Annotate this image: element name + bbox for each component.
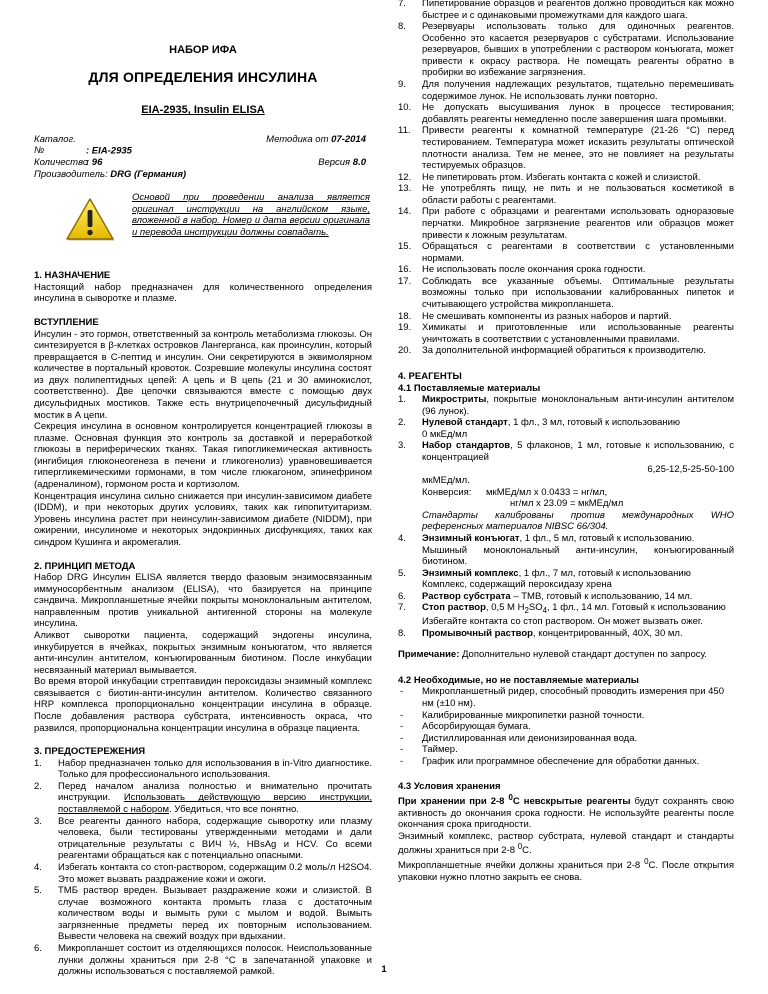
kit-title: НАБОР ИФА: [169, 44, 237, 56]
reagents-title: 4. РЕАГЕНТЫ: [398, 370, 462, 382]
purpose-title: 1. НАЗНАЧЕНИЕ: [34, 270, 111, 282]
supplied-title: 4.1 Поставляемые материалы: [398, 382, 541, 394]
list-item: 1. Микростриты, покрытые моноклональным анти-инсулин антителом (96 лунок).: [398, 394, 734, 417]
method-label: Методика от: [266, 133, 329, 145]
list-item: 4. Энзимный конъюгат, 1 фл., 5 мл, готовый к использованию. Мышиный моноклональный анти-инсулин, конъюгированный биотином.: [398, 533, 734, 568]
list-item: 10. Не допускать высушивания лунок в процессе тестирования; добавлять реагенты немедленно после завершения шага промывки.: [398, 102, 734, 125]
list-item: 12. Не пипетировать ртом. Избегать контакта с кожей и слизистой.: [398, 171, 701, 183]
section-principle: [34, 561, 372, 735]
principle-paragraph-3: Во время второй инкубации стрептавидин пероксидазы энзимный комплекс связывается с биотин-анти-инсулин антителом. Количество связанного HRP комплекса пропорционально концентрации инсулина в образце. После добавления раствора субстрата, интенсивность окраса, что развился, пропорциональна концентрации инсулина в образце пациента.: [34, 676, 372, 734]
version-value: 8.0: [352, 157, 366, 169]
list-item: 19. Химикаты и приготовленные или использованные реагенты уничтожать в соответствии с установленными правилами.: [398, 322, 734, 345]
list-item: 17. Соблюдать все указанные объемы. Оптимальные результаты возможны только при использовании калиброванных пипеток и считывающего устройства микропланшета.: [398, 275, 734, 311]
list-item: 3. Все реагенты данного набора, содержащие сыворотку или плазму человека, были тестированы утвержденными методами и дали отрицательные результаты с ВИЧ ½, HBsAg и HCV. Со всеми реагентами обращаться как с потенциально опасными.: [34, 815, 372, 862]
list-item: 8. Резервуары использовать только для одиночных реагентов. Особенно это касается резервуаров с субстратами. Использование резервуаров, бывших в употреблении с раствором конъюгата, может привести к окрасу раствора. Не помещать реагенты обратно в пробирки во избежание загрязнения.: [398, 21, 734, 79]
storage-paragraph-1: При хранении при 2-8 $^0$С невскрытые реагенты будут сохранять свою активность до окончания срока годности. Не используйте реагенты после окончания срока пригодности.: [398, 792, 734, 831]
list-item: 2. Нулевой стандарт, 1 фл., 3 мл, готовый к использованию 0 мкЕд/мл: [398, 417, 681, 440]
supplied-note: Примечание: Дополнительно нулевой стандарт доступен по запросу.: [398, 649, 707, 661]
left-column: [34, 0, 372, 978]
list-item: 4. Избегать контакта со стоп-раствором, содержащим 0.2 моль/л H2SO4. Это может вызвать раздражение кожи и ожоги.: [34, 861, 372, 885]
storage-paragraph-3: Микропланшетные ячейки должны храниться при 2-8 $^0$С. После открытия упаковки нужно плотно закрыть ее снова.: [398, 857, 734, 883]
version-label: Версия: [318, 157, 351, 169]
intro-title: ВСТУПЛЕНИЕ: [34, 316, 99, 328]
page-number: 1: [381, 964, 387, 975]
storage-paragraph-2: Энзимный комплекс, раствор субстрата, нулевой стандарт и стандарты должны храниться при 2-8 $^0$С.: [398, 830, 734, 857]
list-item: 5. Энзимный комплекс, 1 фл., 7 мл, готовый к использованию Комплекс, содержащий пероксидазу хрена: [398, 567, 691, 591]
section-purpose: [34, 270, 372, 305]
maker-value: DRG (Германия): [110, 168, 187, 180]
right-column: [398, 0, 734, 883]
list-item: 15. Обращаться с реагентами в соответствии с установленными нормами.: [398, 241, 734, 264]
catalog-label: Каталог. №: [34, 133, 76, 157]
principle-paragraph-1: Набор DRG Инсулин ELISA является твердо фазовым энзимосвязанным иммуносорбентным анализом (ELISA), что базируется на принципе сэндвича. Микропланшетные ячейки покрыты моноклональным антителом, направленным против уникальной антигенной стороны на молекуле инсулина.: [34, 572, 372, 630]
list-item: 6. Микропланшет состоит из отделяющихся полосок. Неиспользованные лунки должны храниться при 2-8 °С в запечатанной упаковке и должны использоваться с поставляемой рамкой.: [34, 943, 372, 978]
intro-paragraph-3: Концентрация инсулина сильно снижается при инсулин-зависимом диабете (IDDM), и при некоторых других условиях, таких как гипопитуитаризм. Уровень инсулина растет при неинсулин-зависимом диабете (NIDDM), при ожирении, инсулиноме и некоторых эндокринных дисфункциях, таких как синдром Кушинга и акромегалия.: [34, 490, 372, 548]
list-item: 7. Стоп раствор, 0,5 М $H_2SO_4$, 1 фл., 14 мл. Готовый к использованию Избегайте контакта со стоп раствором. Он может вызвать ожег.: [398, 602, 726, 628]
list-item: - Таймер.: [398, 744, 734, 756]
warning-icon: [64, 196, 116, 242]
required-title: 4.2 Необходимые, но не поставляемые материалы: [398, 674, 639, 686]
list-item: 16. Не использовать после окончания срока годности.: [398, 264, 646, 276]
list-item: - Дистиллированная или деионизированная вода.: [398, 733, 734, 745]
precautions-list-left: [34, 758, 372, 978]
catalog-value: : EIA-2935: [86, 145, 132, 157]
conversion-block: Конверсия: мкМЕд/мл x 0.0433 = нг/мл, нг/мл x 23.09 = мкМЕд/мл Стандарты калиброваны против международных WHO референсных материалов NIBSC 66/304.: [422, 486, 734, 533]
list-item: 11. Привести реагенты к комнатной температуре (21-26 °С) перед тестированием. Температура может исказить результаты оптической плотности анализа. Тем не менее, это не повлияет на результаты тестируемых образцов.: [398, 125, 734, 172]
intro-paragraph-1: Инсулин - это гормон, ответственный за контроль метаболизма глюкозы. Он синтезируется в β-клетках островков Лангерганса, как проинсулин, который превращается в С-пептид и инсулин. Они секретируются в эквимолярном количестве в портальный кровоток. Созревшие молекулы инсулина состоят из двух полипептидных цепей: А цепь и В цепь (21 и 30 аминокислот, соответственно). Две цепочки связываются вместе с помощью двух дисульфидных мостиков. Также есть внутрицепочечный дисульфидный мостик в А цепи.: [34, 328, 372, 421]
list-item: 5. ТМБ раствор вреден. Вызывает раздражение кожи и слизистой. В случае возможного контакта промыть глаза с достаточным количеством воды и вымыть руки с мылом и водой. Вымыть загрязненные предметы перед их повторным использованием. Вывести человека на свежий воздух при вдыхании.: [34, 885, 372, 943]
section-precautions: [34, 746, 372, 978]
purpose-text: Настоящий набор предназначен для количественного определения инсулина в сыворотке и плазме.: [34, 281, 372, 305]
list-item: 3. Набор стандартов, 5 флаконов, 1 мл, готовые к использованию, с концентрацией 6,25-12,5-25-50-100 мкМЕд/мл.: [398, 440, 734, 487]
precautions-title: 3. ПРЕДОСТЕРЕЖЕНИЯ: [34, 746, 146, 758]
list-item: 7. Пипетирование образцов и реагентов должно проводиться как можно быстрее и с одинаковыми промежутками для каждого шага.: [398, 0, 734, 21]
list-item: 9. Для получения надлежащих результатов, тщательно перемешивать содержимое лунок. Не использовать лунки повторно.: [398, 79, 734, 102]
section-reagents: [398, 371, 734, 884]
catalog-info: [34, 134, 372, 180]
list-item: - Калибрированные микропипетки разной точности.: [398, 710, 734, 722]
quantity-label: Количество: [34, 157, 89, 169]
standards-note: Стандарты калиброваны против международных WHO референсных материалов NIBSC 66/304.: [422, 509, 734, 533]
maker-label: Производитель:: [34, 168, 108, 180]
list-item: 20. За дополнительной информацией обратиться к производителю.: [398, 345, 706, 357]
precautions-list-right: [398, 0, 734, 357]
list-item: 8. Промывочный раствор, концентрированный, 40X, 30 мл.: [398, 627, 683, 639]
section-intro: [34, 317, 372, 549]
principle-title: 2. ПРИНЦИП МЕТОДА: [34, 560, 136, 572]
method-value: 07-2014: [331, 133, 366, 145]
warning-text: Основой при проведении анализа является оригинал инструкции на английском языке, вложенной в набор. Номер и дата версии оригинала и перевода инструкции должны совпадать.: [132, 192, 370, 238]
product-title: EIA-2935, Insulin ELISA: [141, 104, 265, 117]
intro-paragraph-2: Секреция инсулина в основном контролируется концентрацией глюкозы в плазме. Основная функция это контроль за доставкой и переработкой глюкозы в периферических тканях. Такая гипогликемическая активность (ингибиция глюконеогенеза в печени и гликогенолиз) уравновешивается гипергликемическими гормонами, в том числе глюкагоном, эпинефрином (адреналином), гормоном роста и кортизолом.: [34, 421, 372, 491]
list-item: 18. Не смешивать компоненты из разных наборов и партий.: [398, 310, 672, 322]
list-item: 2. Перед началом анализа полностью и внимательно прочитать инструкции. Использовать действующую версию инструкции, поставляемой с набором. Убедиться, что все понятно.: [34, 780, 372, 816]
list-item: - Абсорбирующая бумага.: [398, 721, 734, 733]
supplied-list: [398, 394, 734, 487]
list-item: 6. Раствор субстрата – ТМВ, готовый к использованию, 14 мл.: [398, 590, 693, 602]
principle-paragraph-2: Аликвот сыворотки пациента, содержащий эндогены инсулина, инкубируется в ячейках, покрытых энзимным конъюгатом, что является анти-инсулин антителом, конъюгированным биотином. После инкубации несвязанный материал вымывается.: [34, 629, 372, 676]
storage-title: 4.3 Условия хранения: [398, 781, 501, 793]
list-item: 13. Не употреблять пищу, не пить и не пользоваться косметикой в области работы с реагентами.: [398, 183, 734, 206]
list-item: - Микропланшетный ридер, способный проводить измерения при 450 нм (±10 нм).: [398, 686, 734, 709]
required-list: [398, 686, 734, 767]
list-item: 1. Набор предназначен только для использования в in-Vitro диагностике. Только для профессионального использования.: [34, 757, 372, 781]
quantity-value: : 96: [86, 157, 103, 169]
list-item: 14. При работе с образцами и реагентами использовать одноразовые перчатки. Микробное загрязнение реагентов или образцов может привести к ложным результатам.: [398, 206, 734, 241]
main-title: ДЛЯ ОПРЕДЕЛЕНИЯ ИНСУЛИНА: [88, 69, 318, 86]
warning-box: [34, 192, 372, 242]
list-item: - График или программное обеспечение для обработки данных.: [398, 756, 734, 768]
supplied-list-2: [398, 533, 734, 639]
